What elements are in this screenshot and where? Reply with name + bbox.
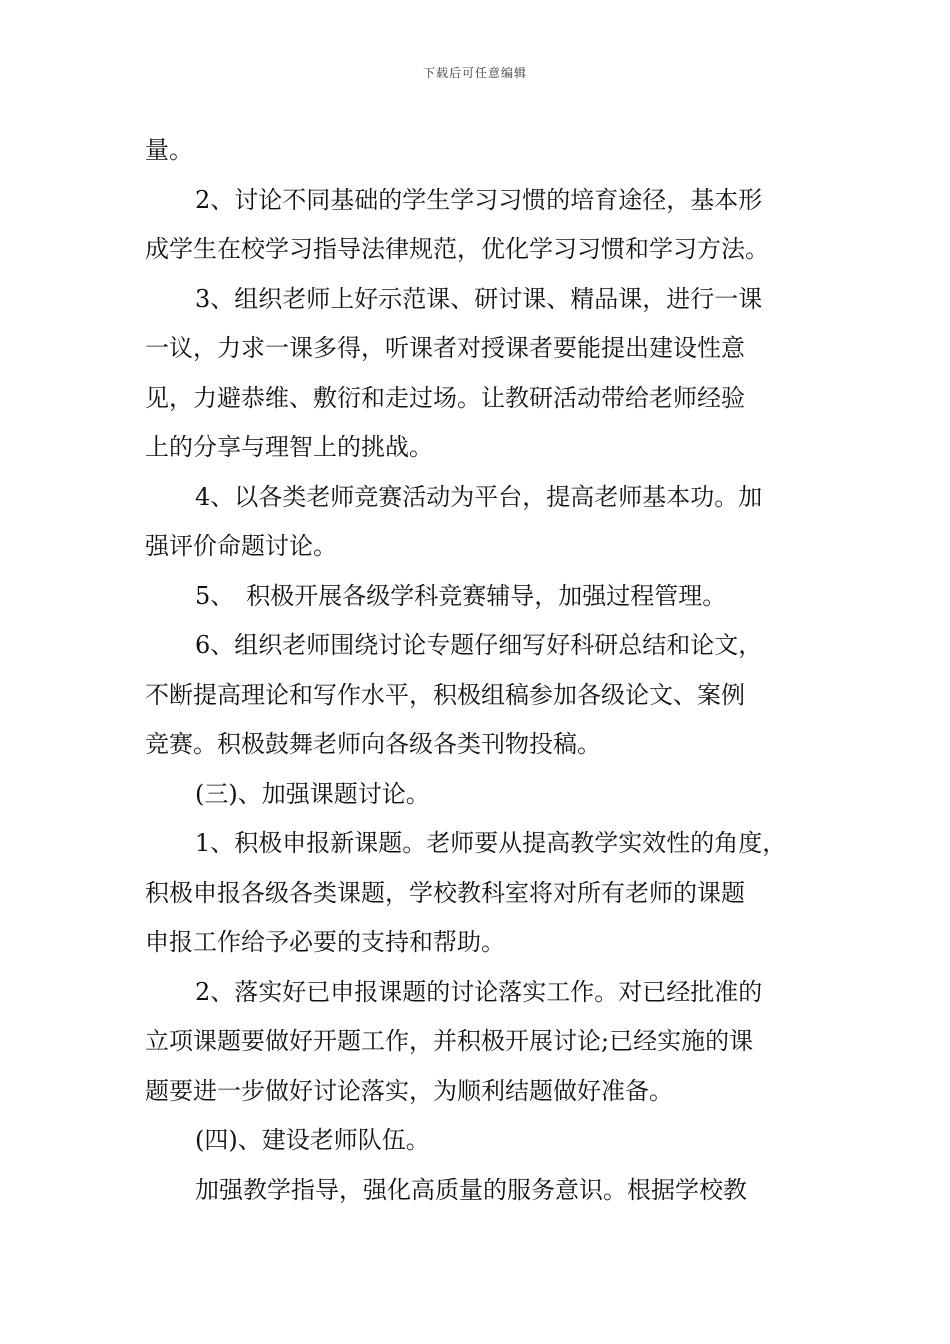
text-line: 量。 — [145, 136, 193, 164]
text-line: 2、落实好已申报课题的讨论落实工作。对已经批准的 — [195, 977, 763, 1006]
text-line: 申报工作给予必要的支持和帮助。 — [145, 928, 505, 956]
text-line: 5、 积极开展各级学科竞赛辅导，加强过程管理。 — [195, 581, 727, 610]
text-line: 一议，力求一课多得，听课者对授课者要能提出建设性意 — [145, 334, 745, 362]
document-body — [145, 126, 810, 1215]
text-line: 4、以各类老师竞赛活动为平台，提高老师基本功。加 — [195, 482, 763, 511]
text-line: (四)、建设老师队伍。 — [195, 1126, 430, 1154]
text-line: 积极申报各级各类课题，学校教科室将对所有老师的课题 — [145, 878, 745, 907]
text-line: 强评价命题讨论。 — [145, 532, 337, 560]
text-line: 1、积极申报新课题。老师要从提高教学实效性的角度， — [195, 829, 787, 857]
text-line: 见，力避恭维、敷衍和走过场。让教研活动带给老师经验 — [145, 383, 745, 412]
text-line: (三)、加强课题讨论。 — [195, 779, 430, 808]
text-line: 题要进一步做好讨论落实，为顺利结题做好准备。 — [145, 1076, 673, 1105]
text-line: 3、组织老师上好示范课、研讨课、精品课，进行一课 — [195, 284, 763, 313]
text-line: 上的分享与理智上的挑战。 — [145, 433, 433, 461]
text-line: 6、组织老师围绕讨论专题仔细写好科研总结和论文， — [195, 631, 763, 659]
text-line: 2、讨论不同基础的学生学习习惯的培育途径，基本形 — [195, 185, 763, 214]
text-line: 立项课题要做好开题工作，并积极开展讨论;已经实施的课 — [145, 1027, 754, 1055]
page-header: 下载后可任意编辑 — [422, 66, 527, 80]
text-line: 成学生在校学习指导法律规范，优化学习习惯和学习方法。 — [145, 235, 769, 263]
text-line: 不断提高理论和写作水平，积极组稿参加各级论文、案例 — [145, 680, 745, 709]
text-line: 加强教学指导，强化高质量的服务意识。根据学校教 — [195, 1175, 747, 1204]
text-line: 竞赛。积极鼓舞老师向各级各类刊物投稿。 — [145, 730, 601, 758]
